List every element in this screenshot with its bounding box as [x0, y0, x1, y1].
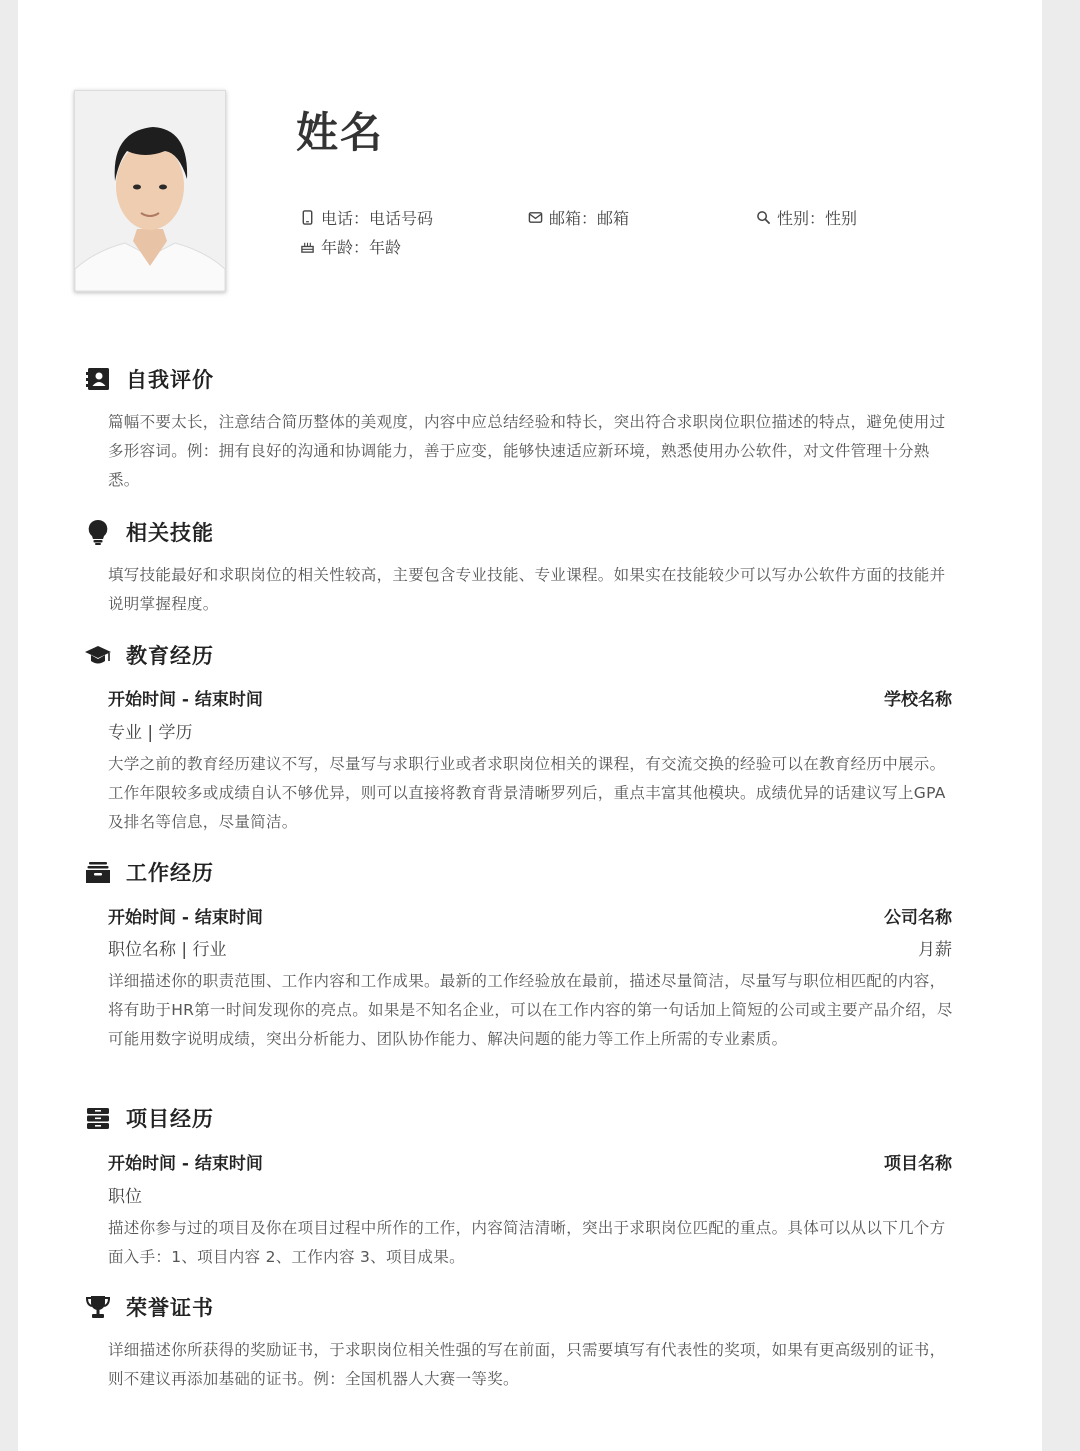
project-name: 项目名称	[884, 1154, 952, 1174]
section-self-header	[84, 364, 214, 394]
email-info	[528, 206, 629, 229]
work-period: 开始时间 - 结束时间	[108, 908, 263, 928]
section-education-header	[84, 640, 214, 670]
education-text: 大学之前的教育经历建议不写，尽量写与求职行业或者求职岗位相关的课程，有交流交换的经验可以在教育经历中展示。工作年限较多或成绩自认不够优异，则可以直接将教育背景清晰罗列后，重点丰富其他模块。成绩优异的话建议写上GPA及排名等信息，尽量简洁。	[108, 755, 946, 831]
project-text: 描述你参与过的项目及你在项目过程中所作的工作，内容简洁清晰，突出于求职岗位匹配的重点。具体可以从以下几个方面入手：1、项目内容 2、工作内容 3、项目成果。	[108, 1219, 946, 1266]
avatar-portrait-icon	[75, 91, 225, 291]
section-honors-title: 荣誉证书	[126, 1296, 214, 1320]
section-project-title: 项目经历	[126, 1107, 214, 1131]
honors-text: 详细描述你所获得的奖励证书，于求职岗位相关性强的写在前面，只需要填写有代表性的奖项，如果有更高级别的证书，则不建议再添加基础的证书。例：全国机器人大赛一等奖。	[108, 1341, 946, 1388]
phone-icon	[300, 210, 315, 225]
major-degree: 专业 | 学历	[108, 723, 193, 743]
age-info	[300, 235, 401, 258]
profile-photo	[74, 90, 226, 292]
gender-info	[756, 206, 857, 229]
education-sub-row	[108, 718, 952, 743]
graduation-cap-icon	[84, 641, 112, 669]
phone-info	[300, 206, 433, 229]
envelope-icon	[528, 210, 543, 225]
cake-icon	[300, 239, 315, 254]
position-industry: 职位名称 | 行业	[108, 940, 227, 960]
lightbulb-icon	[84, 518, 112, 546]
salary: 月薪	[918, 940, 952, 960]
section-self-title: 自我评价	[126, 368, 214, 392]
section-skills-header	[84, 517, 214, 547]
gender-text: 性别：性别	[777, 209, 858, 228]
self-evaluation-text: 篇幅不要太长，注意结合简历整体的美观度，内容中应总结经验和特长，突出符合求职岗位职位描述的特点，避免使用过多形容词。例：拥有良好的沟通和协调能力，善于应变，能够快速适应新环境，熟悉使用办公软件，对文件管理十分熟悉。	[108, 413, 946, 489]
email-text: 邮箱：邮箱	[549, 209, 630, 228]
section-skills-title: 相关技能	[126, 521, 214, 545]
skills-text: 填写技能最好和求职岗位的相关性较高，主要包含专业技能、专业课程。如果实在技能较少可以写办公软件方面的技能并说明掌握程度。	[108, 566, 946, 613]
section-project-header	[84, 1103, 214, 1133]
search-icon	[756, 210, 771, 225]
contact-card-icon	[84, 365, 112, 393]
section-work-header	[84, 857, 214, 887]
education-row	[108, 685, 952, 710]
project-period: 开始时间 - 结束时间	[108, 1154, 263, 1174]
project-sub-row	[108, 1182, 952, 1207]
section-honors-header	[84, 1292, 214, 1322]
archive-stack-icon	[84, 1104, 112, 1132]
school-name: 学校名称	[884, 690, 952, 710]
work-text: 详细描述你的职责范围、工作内容和工作成果。最新的工作经验放在最前，描述尽量简洁，尽量写与职位相匹配的内容，将有助于HR第一时间发现你的亮点。如果是不知名企业，可以在工作内容的第一句话加上简短的公司或主要产品介绍，尽可能用数字说明成绩，突出分析能力、团队协作能力、解决问题的能力等工作上所需的专业素质。	[108, 972, 953, 1048]
work-row	[108, 903, 952, 928]
company-name: 公司名称	[884, 908, 952, 928]
candidate-name: 姓名	[296, 108, 385, 157]
project-row	[108, 1149, 952, 1174]
work-sub-row	[108, 935, 952, 960]
section-education-title: 教育经历	[126, 644, 214, 668]
project-role: 职位	[108, 1187, 142, 1207]
inbox-tray-icon	[84, 858, 112, 886]
trophy-icon	[84, 1293, 112, 1321]
section-work-title: 工作经历	[126, 861, 214, 885]
education-period: 开始时间 - 结束时间	[108, 690, 263, 710]
phone-text: 电话：电话号码	[321, 209, 434, 228]
resume-page	[18, 0, 1042, 1451]
age-text: 年龄：年龄	[321, 238, 402, 257]
